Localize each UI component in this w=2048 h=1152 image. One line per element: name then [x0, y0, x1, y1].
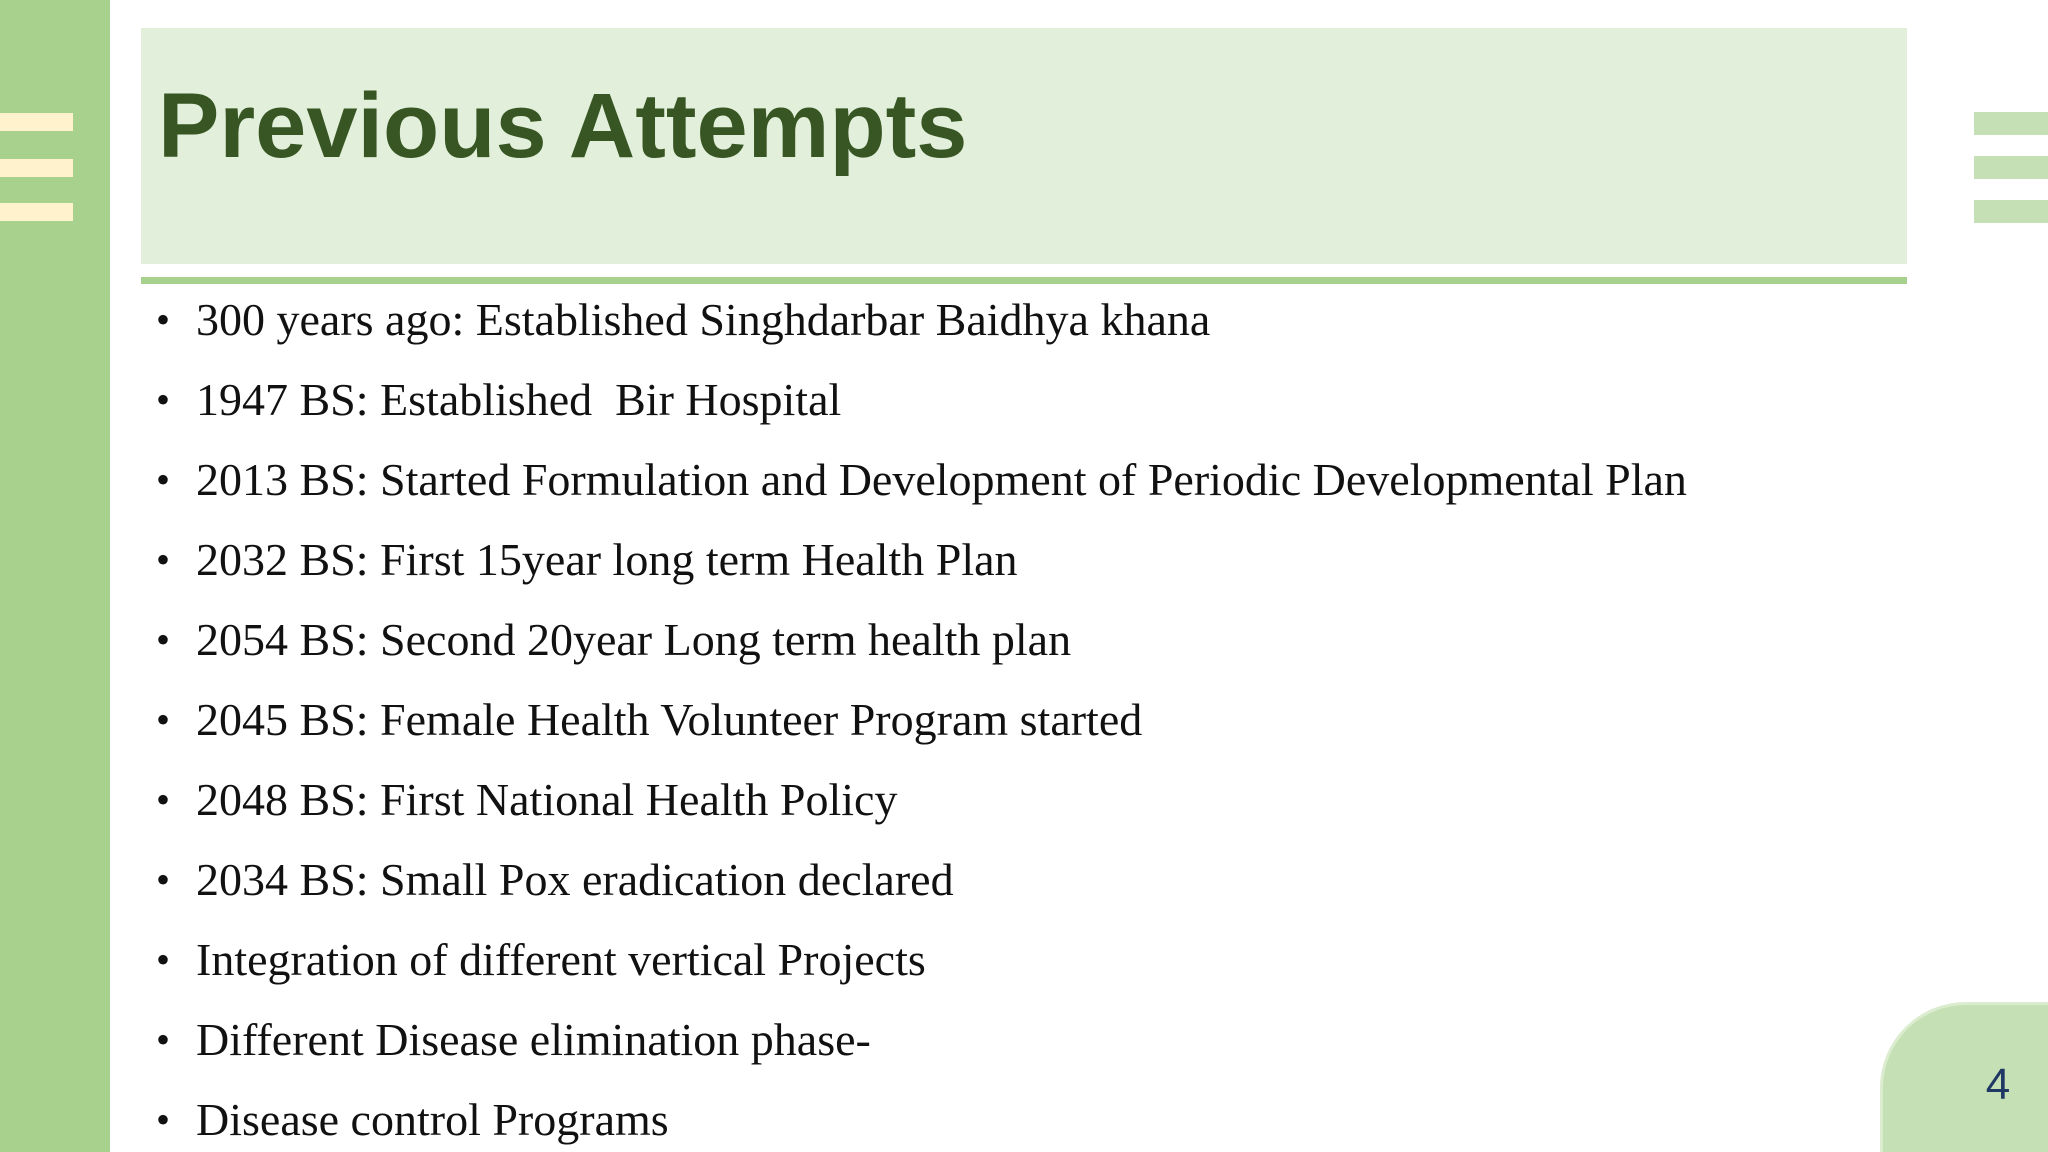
list-item [150, 840, 1687, 920]
list-item [150, 920, 1687, 1000]
bullet-icon: • [156, 377, 171, 422]
list-item-text: Different Disease elimination phase- [196, 1014, 871, 1065]
page-number: 4 [1985, 1060, 2011, 1109]
bullet-icon: • [156, 1017, 171, 1062]
list-item-text: 2034 BS: Small Pox eradication declared [196, 854, 954, 905]
list-item [150, 680, 1687, 760]
list-item-text: 2048 BS: First National Health Policy [196, 774, 898, 825]
bullet-icon: • [156, 857, 171, 902]
bullet-icon: • [156, 1097, 171, 1142]
list-item [150, 1080, 1687, 1152]
bullet-icon: • [156, 537, 171, 582]
slide-title: Previous Attempts [158, 75, 968, 177]
list-item [150, 360, 1687, 440]
list-item [150, 520, 1687, 600]
list-item [150, 440, 1687, 520]
list-item [150, 760, 1687, 840]
left-decorative-bar [0, 159, 73, 177]
left-decorative-bar [0, 113, 73, 131]
list-item-text: 2045 BS: Female Health Volunteer Program started [196, 694, 1143, 745]
bullet-list [150, 280, 1687, 1152]
right-decorative-bar [1974, 112, 2048, 135]
right-decorative-bar [1974, 156, 2048, 179]
list-item [150, 600, 1687, 680]
list-item-text: Integration of different vertical Projects [196, 934, 926, 985]
list-item-text: 300 years ago: Established Singhdarbar Baidhya khana [196, 294, 1211, 345]
bullet-icon: • [156, 617, 171, 662]
left-decorative-bar [0, 203, 73, 221]
list-item-text: 1947 BS: Established Bir Hospital [196, 374, 842, 425]
bullet-icon: • [156, 297, 171, 342]
list-item-text: 2054 BS: Second 20year Long term health plan [196, 614, 1072, 665]
list-item [150, 280, 1687, 360]
bullet-icon: • [156, 457, 171, 502]
list-item-text: Disease control Programs [196, 1094, 669, 1145]
list-item-text: 2032 BS: First 15year long term Health Plan [196, 534, 1018, 585]
bullet-icon: • [156, 697, 171, 742]
list-item-text: 2013 BS: Started Formulation and Development of Periodic Developmental Plan [196, 454, 1687, 505]
bullet-icon: • [156, 937, 171, 982]
right-decorative-bar [1974, 200, 2048, 223]
list-item [150, 1000, 1687, 1080]
bullet-icon: • [156, 777, 171, 822]
